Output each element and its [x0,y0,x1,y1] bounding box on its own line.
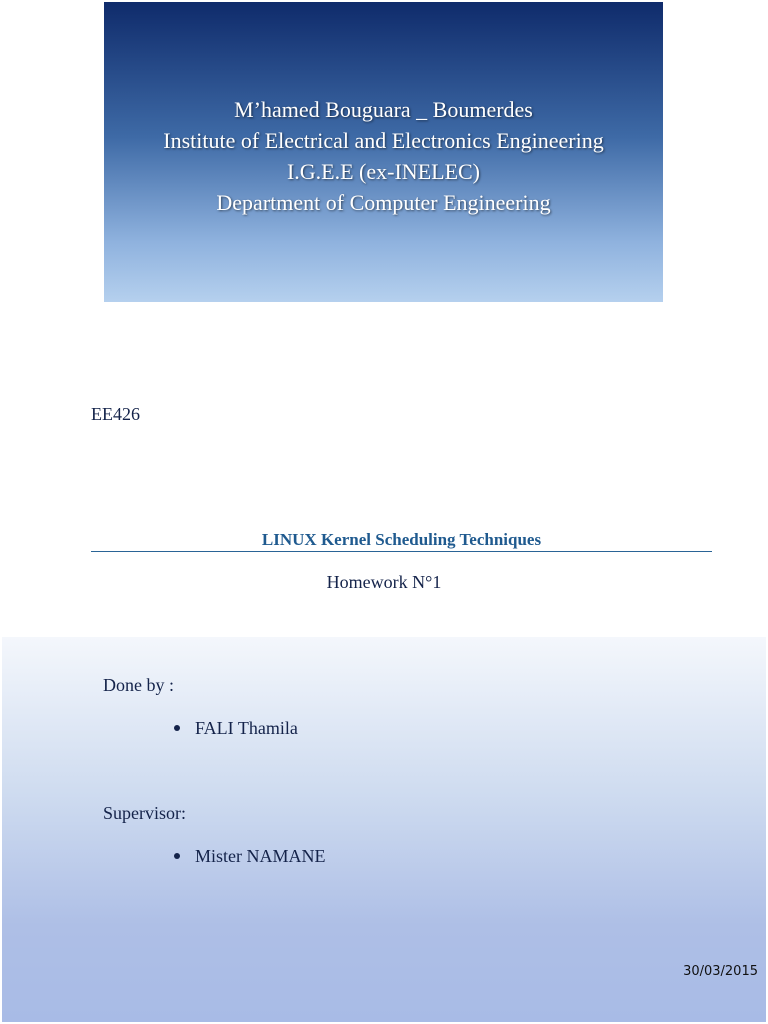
institution-banner [104,2,663,302]
institution-name: M’hamed Bouguara _ Boumerdes [234,97,533,122]
list-item [174,718,298,739]
document-date: 30/03/2015 [683,964,758,979]
document-title: LINUX Kernel Scheduling Techniques [261,530,542,549]
author-name: FALI Thamila [195,718,298,738]
course-code: EE426 [91,404,140,424]
title-block [91,530,712,552]
institution-header [104,94,663,218]
list-item [174,846,326,867]
bullet-icon [174,853,180,859]
bullet-icon [174,725,180,731]
institute-abbreviation: I.G.E.E (ex-INELEC) [286,159,481,184]
supervisor-name: Mister NAMANE [195,846,326,866]
done-by-label: Done by : [103,675,174,695]
institute-name: Institute of Electrical and Electronics Engineering [163,128,604,153]
document-subtitle: Homework N°1 [326,572,442,592]
department-name: Department of Computer Engineering [216,190,551,215]
supervisor-label: Supervisor: [103,803,186,823]
